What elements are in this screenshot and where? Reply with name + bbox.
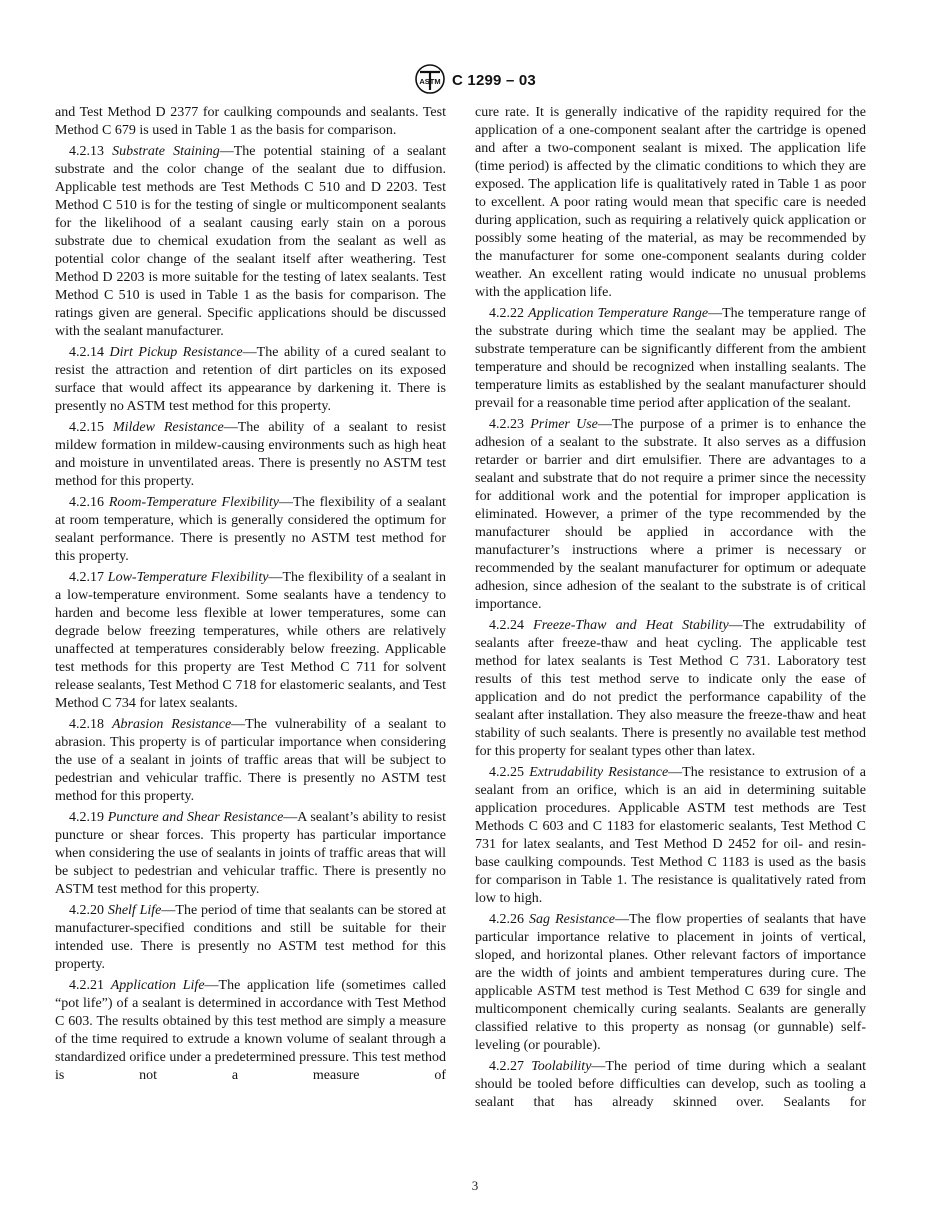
section-4-2-24	[475, 617, 866, 761]
section-number: 4.2.26	[489, 912, 524, 927]
section-number: 4.2.25	[489, 765, 524, 780]
section-number: 4.2.23	[489, 417, 524, 432]
section-title: Toolability	[531, 1059, 592, 1074]
section-title: Application Life	[110, 978, 205, 993]
left-column	[55, 104, 446, 1088]
section-4-2-20	[55, 902, 446, 974]
section-title: Abrasion Resistance	[111, 717, 232, 732]
section-number: 4.2.21	[69, 978, 104, 993]
section-number: 4.2.19	[69, 810, 104, 825]
section-title: Freeze-Thaw and Heat Stability	[533, 618, 729, 633]
section-4-2-17	[55, 569, 446, 713]
page-number: 3	[471, 1178, 479, 1193]
section-title: Room-Temperature Flexibility	[108, 495, 280, 510]
section-title: Puncture and Shear Resistance	[107, 810, 284, 825]
section-body: —The period of time that sealants can be stored at manufacturer-specified conditions and still be suitable for their intended use. There is presently no ASTM test method for this property.	[55, 903, 446, 972]
section-body: —The flow properties of sealants that have particular importance relative to placement in joints of vertical, sloped, and horizontal planes. Other relevant factors of importance are the width of joints and ambient temperatures during cure. The applicable ASTM test method is Test Method C 639 for single and multicomponent chemically curing sealants. Sealants are generally classified relative to this property as nonsag (or gunnable) self-leveling (or pourable).	[475, 912, 867, 1053]
section-number: 4.2.22	[489, 306, 524, 321]
paragraph-continuation: and Test Method D 2377 for caulking compounds and sealants. Test Method C 679 is used in Table 1 as the basis for comparison.	[55, 105, 446, 138]
section-number: 4.2.27	[489, 1059, 524, 1074]
section-body: —The ability of a sealant to resist mildew formation in mildew-causing environments such as high heat and moisture in unventilated areas. There is presently no ASTM test method for this property.	[55, 420, 447, 489]
section-4-2-15	[55, 419, 446, 491]
section-title: Mildew Resistance	[112, 420, 224, 435]
section-title: Sag Resistance	[529, 912, 615, 927]
section-4-2-19	[55, 809, 446, 899]
section-number: 4.2.15	[69, 420, 104, 435]
section-4-2-16	[55, 494, 446, 566]
section-body: —The resistance to extrusion of a sealant from an orifice, which is an aid in determining suitable application procedures. Applicable ASTM test methods are Test Methods C 603 and C 1183 for elastomeric sealants, Test Method C 731 for latex sealants, and Test Method D 2452 for oil- and resin-base caulking compounds. Test Method C 1183 is used as the basis for comparison in Table 1. The resistance is qualitatively rated from low to high.	[475, 765, 866, 906]
section-number: 4.2.20	[69, 903, 104, 918]
section-number: 4.2.16	[69, 495, 104, 510]
section-number: 4.2.24	[489, 618, 524, 633]
section-number: 4.2.14	[69, 345, 104, 360]
section-title: Dirt Pickup Resistance	[109, 345, 243, 360]
section-body: —A sealant’s ability to resist puncture or shear forces. This property has particular importance when considering the use of sealants in joints of traffic areas that will be subject to pedestrian and vehicular traffic. There is presently no ASTM test method for this property.	[55, 810, 447, 897]
section-number: 4.2.18	[69, 717, 104, 732]
document-number: C 1299 – 03	[452, 71, 536, 89]
section-4-2-25	[475, 764, 866, 908]
section-title: Shelf Life	[107, 903, 162, 918]
section-title: Primer Use	[530, 417, 598, 432]
section-4-2-26	[475, 911, 866, 1055]
section-body: —The application life (sometimes called “pot life”) of a sealant is determined in accordance with Test Method C 603. The results obtained by this test method are simply a measure of the time required to extrude a known volume of sealant through a standardized orifice under a predetermined pressure. This test method is not a measure of	[55, 978, 446, 1083]
section-4-2-27	[475, 1058, 866, 1112]
section-number: 4.2.17	[69, 570, 104, 585]
section-body: —The temperature range of the substrate during which time the sealant may be applied. The substrate temperature can be significantly different from the ambient temperature and should be recognized when installing sealants. The temperature limits as established by the sealant manufacturer should prevail for a reasonable time period after application of the sealant.	[475, 306, 866, 411]
section-4-2-21	[55, 977, 446, 1085]
page-header	[0, 62, 950, 96]
section-4-2-18	[55, 716, 446, 806]
section-body: —The potential staining of a sealant substrate and the color change of the sealant due to diffusion. Applicable test methods are Test Methods C 510 and D 2203. Test Method C 510 is for the testing of single or multicomponent sealants for the likelihood of a sealant causing early stain on a porous substrate due to chemical exudation from the sealant as well as potential color change of the sealant itself after weathering. Test Method D 2203 is more suitable for the testing of latex sealants. Test Method C 510 is used in Table 1 as the basis for comparison. The ratings given are general. Specific applications should be discussed with the sealant manufacturer.	[55, 144, 447, 339]
section-body: —The flexibility of a sealant at room temperature, which is generally considered the optimum for sealant performance. There is presently no ASTM test method for this property.	[55, 495, 447, 564]
section-body: —The purpose of a primer is to enhance the adhesion of a sealant to the substrate. It also serves as a diffusion retarder or barrier and dirt emulsifier. There are advantages to a sealant and substrate that do not require a primer since the necessity for additional work and the potential for improper application is eliminated. However, a primer of the type recommended by the manufacturer should be applied in accordance with the manufacturer’s instructions where a primer is necessary or recommended by the sealant manufacturer for optimum or adequate adhesion, since adhesion of the sealant to the substrate is of critical importance.	[475, 417, 867, 612]
paragraph-continuation: cure rate. It is generally indicative of the rapidity required for the application of a one-component sealant after the cartridge is opened and after a two-component sealant is mixed. The application life (time period) is affected by the climatic conditions to which they are exposed. The application life is qualitatively rated in Table 1 as poor to excellent. A poor rating would mean that specific care is needed during application, such as requiring a relatively quick application or possibly some heating of the material, as may be recommended by the manufacturer for some one-component sealants during colder weather. An excellent rating would indicate no unusual problems with the application life.	[475, 105, 866, 300]
section-body: —The extrudability of sealants after freeze-thaw and heat cycling. The applicable test method for latex sealants is Test Method C 731. Laboratory test results of this test method serve to indicate only the ease of application and do not predict the performance capability of the sealant after installation. They also measure the freeze-thaw and heat stability of such sealants. There is presently no available test method for this property for sealant types other than latex.	[475, 618, 867, 759]
section-4-2-23	[475, 416, 866, 614]
logo-lettering: ASTM	[419, 77, 441, 86]
section-number: 4.2.13	[69, 144, 104, 159]
astm-logo-graphic	[414, 63, 446, 95]
right-column	[475, 104, 866, 1115]
section-4-2-13	[55, 143, 446, 341]
section-body: —The vulnerability of a sealant to abrasion. This property is of particular importance when considering the use of a sealant in joints of traffic areas that will be subject to pedestrian and vehicular traffic. There is presently no ASTM test method for this property.	[55, 717, 446, 804]
astm-logo-icon	[414, 63, 446, 95]
section-title: Substrate Staining	[112, 144, 220, 159]
section-4-2-22	[475, 305, 866, 413]
section-title: Application Temperature Range	[528, 306, 709, 321]
section-body: —The period of time during which a sealant should be tooled before difficulties can develop, such as tooling a sealant that has already skinned over. Sealants for	[475, 1059, 867, 1110]
section-title: Extrudability Resistance	[529, 765, 669, 780]
section-4-2-14	[55, 344, 446, 416]
section-body: —The ability of a cured sealant to resist the attraction and retention of dirt particles on its exposed surface that would affect its appearance by darkening it. There is presently no ASTM test method for this property.	[55, 345, 447, 414]
section-body: —The flexibility of a sealant in a low-temperature environment. Some sealants have a tendency to harden and become less flexible at lower temperatures, some can degrade below freezing temperatures, while others are relatively unaffected at temperatures considerably below freezing. Applicable test methods for this property are Test Method C 711 for solvent release sealants, Test Method C 718 for elastomeric sealants, and Test Method C 734 for latex sealants.	[55, 570, 447, 711]
section-title: Low-Temperature Flexibility	[107, 570, 269, 585]
